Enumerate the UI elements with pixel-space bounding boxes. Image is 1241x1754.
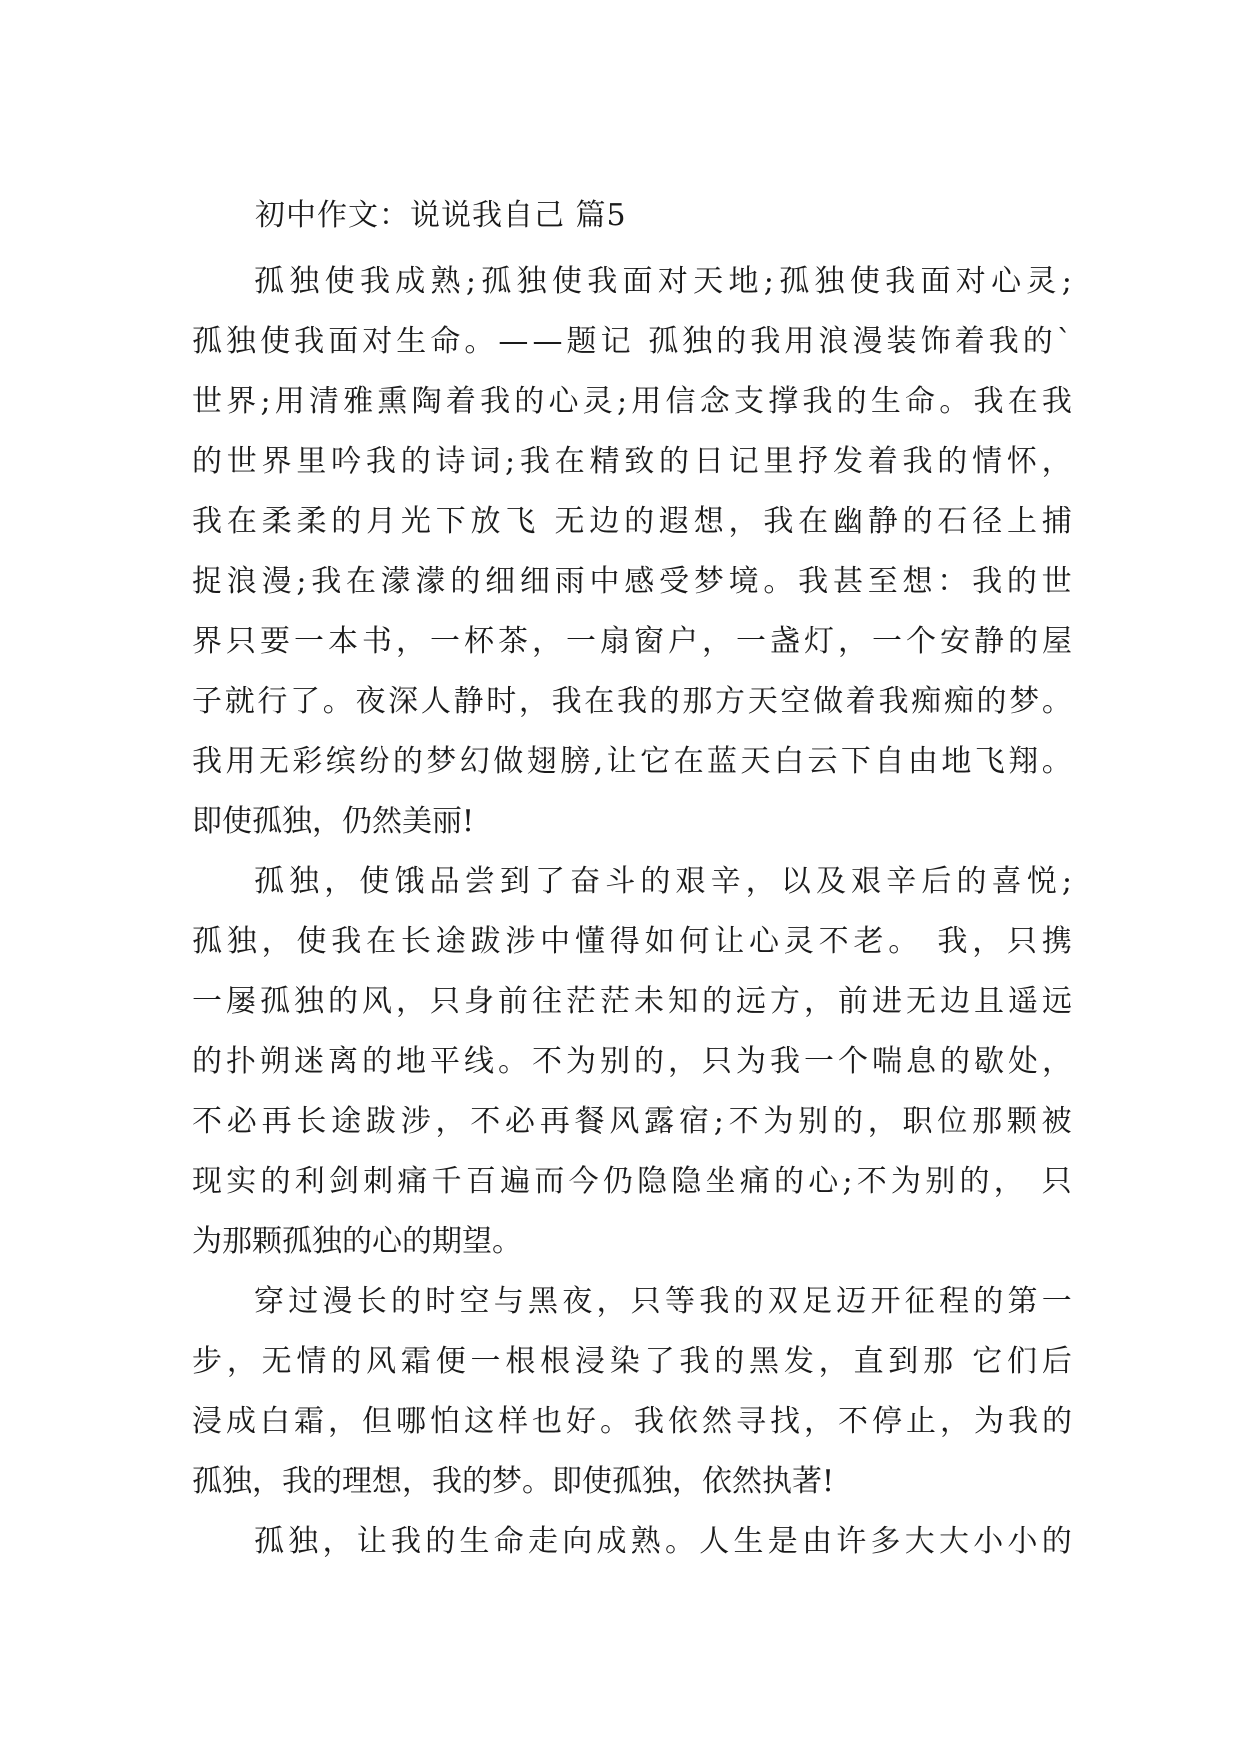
paragraph-4 [192,1512,1072,1572]
text-line: 我 用 无 彩 缤 纷 的 梦 幻 做 翅 膀 , 让 它 在 蓝 天 白 云 下 自 由 地 飞 翔 。 [192,744,1072,779]
body-text [192,252,1072,1572]
text-line: 孤 独 使 我 成 熟 ; 孤 独 使 我 面 对 天 地 ; 孤 独 使 我 面 对 心 灵 ; [254,264,1072,299]
text-line: 一 屡 孤 独 的 风 ， 只 身 前 往 茫 茫 未 知 的 远 方 ， 前 进 无 边 且 遥 远 [192,984,1072,1019]
text-line: 界 只 要 一 本 书 ， 一 杯 茶 ， 一 扇 窗 户 ， 一 盏 灯 ， 一 个 安 静 的 屋 [192,624,1072,659]
text-line: 浸 成 白 霜 ， 但 哪 怕 这 样 也 好 。 我 依 然 寻 找 ， 不 停 止 ， 为 我 的 [192,1404,1072,1439]
text-line: 孤独，我的理想，我的梦。即使孤独，依然执著! [192,1464,835,1499]
text-line: 不 必 再 长 途 跋 涉 ， 不 必 再 餐 风 露 宿 ; 不 为 别 的 ， 职 位 那 颗 被 [192,1104,1072,1139]
text-line: 现 实 的 利 剑 刺 痛 千 百 遍 而 今 仍 隐 隐 坐 痛 的 心 ; 不 为 别 的 ， 只 [192,1164,1072,1199]
text-line: 捉 浪 漫 ; 我 在 濛 濛 的 细 细 雨 中 感 受 梦 境 。 我 甚 至 想 ： 我 的 世 [192,564,1072,599]
text-line: 孤 独 ， 使 我 在 长 途 跋 涉 中 懂 得 如 何 让 心 灵 不 老 。 我 ， 只 携 [192,924,1072,959]
text-line: 子 就 行 了 。 夜 深 人 静 时 ， 我 在 我 的 那 方 天 空 做 着 我 痴 痴 的 梦 。 [192,684,1072,719]
text-line: 为那颗孤独的心的期望。 [192,1224,522,1259]
text-line: 孤 独 使 我 面 对 生 命 。 — — 题 记 孤 独 的 我 用 浪 漫 装 饰 着 我 的 ` [192,324,1072,359]
text-line: 的 扑 朔 迷 离 的 地 平 线 。 不 为 别 的 ， 只 为 我 一 个 喘 息 的 歇 处 ， [192,1044,1072,1079]
paragraph-2 [192,852,1072,1272]
paragraph-1 [192,252,1072,852]
document-title: 初中作文：说说我自己 篇5 [255,198,627,233]
text-line: 世 界 ; 用 清 雅 熏 陶 着 我 的 心 灵 ; 用 信 念 支 撑 我 的 生 命 。 我 在 我 [192,384,1072,419]
text-line: 即使孤独，仍然美丽! [192,804,475,839]
paragraph-3 [192,1272,1072,1512]
text-line: 的 世 界 里 吟 我 的 诗 词 ; 我 在 精 致 的 日 记 里 抒 发 着 我 的 情 怀 ， [192,444,1072,479]
text-line: 孤 独 ， 使 饿 品 尝 到 了 奋 斗 的 艰 辛 ， 以 及 艰 辛 后 的 喜 悦 ; [254,864,1072,899]
text-line: 穿 过 漫 长 的 时 空 与 黑 夜 ， 只 等 我 的 双 足 迈 开 征 程 的 第 一 [254,1284,1072,1319]
text-line: 我 在 柔 柔 的 月 光 下 放 飞 无 边 的 遐 想 ， 我 在 幽 静 的 石 径 上 捕 [192,504,1072,539]
text-line: 孤 独 ， 让 我 的 生 命 走 向 成 熟 。 人 生 是 由 许 多 大 大 小 小 的 [254,1524,1072,1559]
text-line: 步 ， 无 情 的 风 霜 便 一 根 根 浸 染 了 我 的 黑 发 ， 直 到 那 它 们 后 [192,1344,1072,1379]
